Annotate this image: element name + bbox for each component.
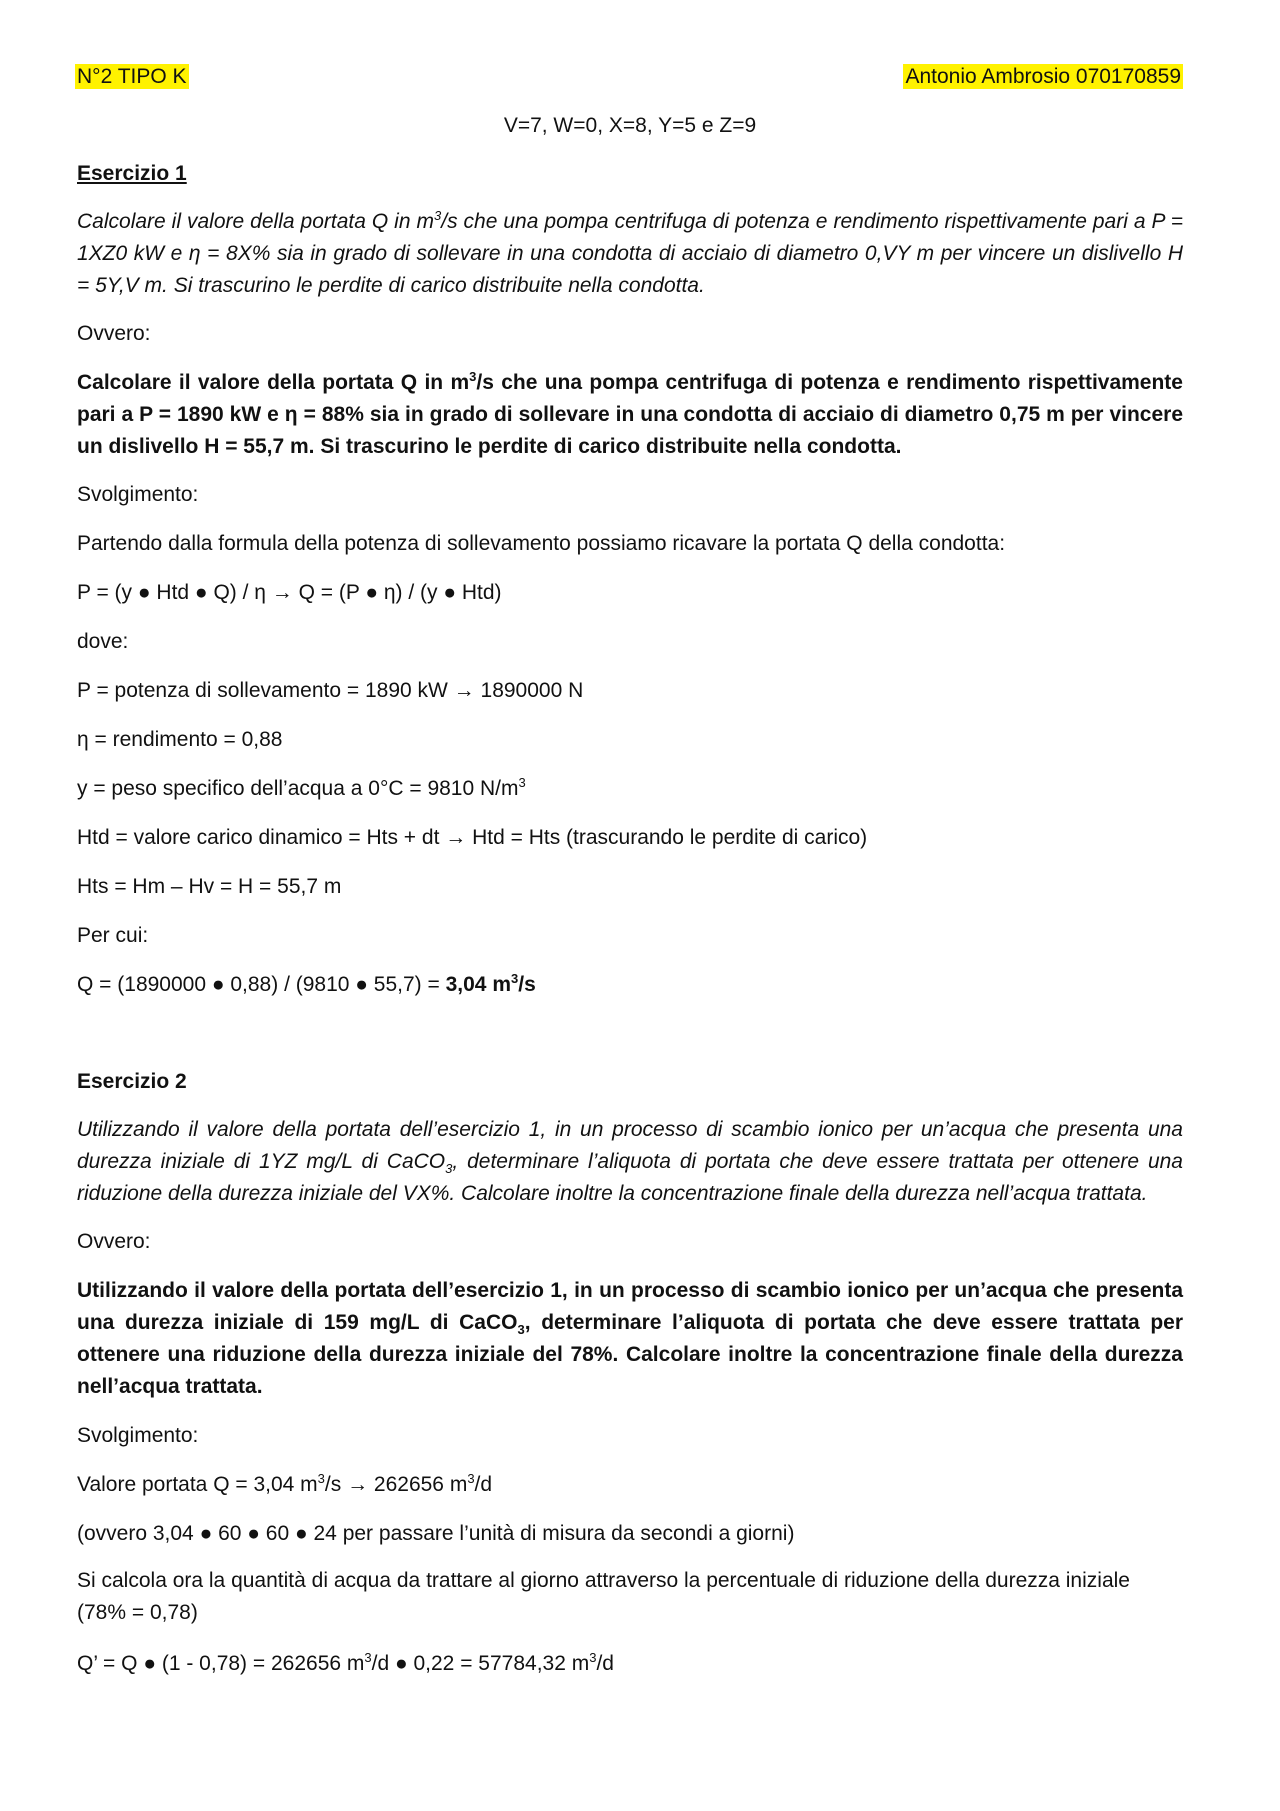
ex1-result-sup: 3 bbox=[511, 971, 519, 986]
ex2-portata-sup1: 3 bbox=[317, 1471, 325, 1486]
ex2-calc bbox=[77, 1650, 1183, 1678]
ex1-def-p: P = potenza di sollevamento = 1890 kW → 1890000 N bbox=[77, 679, 584, 702]
ex2-bold-part-b: , determinare l’aliquota di portata che deve essere trattata per ottenere una riduzione della durezza iniziale del 78%. Calcolare inoltre la concentrazione finale della durezza nell’acqua trattata. bbox=[77, 1311, 1183, 1398]
ex1-dove: dove: bbox=[77, 630, 129, 653]
ex2-prompt bbox=[77, 1114, 1183, 1210]
ex2-calc-intro: Si calcola ora la quantità di acqua da trattare al giorno attraverso la percentuale di riduzione della durezza iniziale (78% = 0,78) bbox=[77, 1569, 1130, 1624]
ex1-result-expr: Q = (1890000 ● 0,88) / (9810 ● 55,7) = bbox=[77, 973, 446, 996]
ex1-result-value-num: 3,04 m bbox=[445, 973, 511, 996]
ex1-result bbox=[77, 971, 1183, 999]
header-left bbox=[75, 64, 189, 90]
ex2-title: Esercizio 2 bbox=[77, 1070, 187, 1093]
ex1-result-unit: /s bbox=[518, 973, 536, 996]
ex2-portata-a: Valore portata Q = 3,04 m bbox=[77, 1473, 318, 1496]
ex1-prompt bbox=[77, 206, 1183, 302]
ex2-bold-sub: 3 bbox=[517, 1322, 525, 1338]
ex1-def-htd: Htd = valore carico dinamico = Hts + dt → Htd = Hts (trascurando le perdite di carico) bbox=[77, 826, 868, 849]
header-left-text: N°2 TIPO K bbox=[77, 65, 187, 88]
ex1-def-eta: η = rendimento = 0,88 bbox=[77, 728, 283, 751]
ex1-intro: Partendo dalla formula della potenza di sollevamento possiamo ricavare la portata Q della condotta: bbox=[77, 532, 1006, 555]
ex2-svolgimento: Svolgimento: bbox=[77, 1424, 199, 1447]
ex2-conv: (ovvero 3,04 ● 60 ● 60 ● 24 per passare l’unità di misura da secondi a giorni) bbox=[77, 1522, 795, 1545]
ex1-def-y-text: y = peso specifico dell’acqua a 0°C = 9810 N/m bbox=[77, 777, 519, 800]
ex2-ovvero: Ovvero: bbox=[77, 1230, 151, 1253]
ex2-calc-c: /d bbox=[596, 1652, 614, 1675]
ex1-bold-prompt bbox=[77, 367, 1183, 463]
ex2-calc-sup2: 3 bbox=[589, 1650, 597, 1665]
ex2-portata-b: /s → 262656 m bbox=[324, 1473, 468, 1496]
ex2-bold-prompt bbox=[77, 1275, 1183, 1403]
ex1-result-value bbox=[446, 973, 536, 996]
ex1-def-hts: Hts = Hm – Hv = H = 55,7 m bbox=[77, 875, 342, 898]
ex2-portata bbox=[77, 1471, 1183, 1499]
ex2-portata-c: /d bbox=[474, 1473, 493, 1496]
ex1-svolgimento: Svolgimento: bbox=[77, 483, 199, 506]
ex2-prompt-sub: 3 bbox=[445, 1161, 453, 1177]
ex2-portata-sup2: 3 bbox=[467, 1471, 475, 1486]
ex1-ovvero: Ovvero: bbox=[77, 322, 151, 345]
ex1-bold-sup: 3 bbox=[469, 369, 477, 384]
ex1-bold-part-a: Calcolare il valore della portata Q in m bbox=[77, 371, 470, 394]
params-line: V=7, W=0, X=8, Y=5 e Z=9 bbox=[503, 114, 757, 137]
ex1-def-y bbox=[77, 775, 1183, 803]
ex2-calc-a: Q’ = Q ● (1 - 0,78) = 262656 m bbox=[77, 1652, 365, 1675]
ex1-title: Esercizio 1 bbox=[77, 162, 187, 185]
ex2-prompt-part-a: Utilizzando il valore della portata dell’esercizio 1, in un processo di scambio ionico per un’acqua che presenta una durezza iniziale di 1YZ mg/L di CaCO bbox=[77, 1118, 1183, 1173]
ex2-calc-b: /d ● 0,22 = 57784,32 m bbox=[371, 1652, 590, 1675]
header-right bbox=[903, 64, 1183, 90]
ex1-formula: P = (y ● Htd ● Q) / η → Q = (P ● η) / (y ● Htd) bbox=[77, 581, 502, 604]
ex1-def-y-sup: 3 bbox=[518, 775, 526, 790]
ex2-calc-sup1: 3 bbox=[364, 1650, 372, 1665]
ex1-bold-part-b: /s che una pompa centrifuga di potenza e rendimento rispettivamente pari a P = 1890 kW e η = 88% sia in grado di sollevare in una condotta di acciaio di diametro 0,75 m per vincere un dislivello H = 55,7 m. Si trascurino le perdite di carico distribuite nella condotta. bbox=[77, 371, 1183, 458]
ex2-prompt-part-b: , determinare l’aliquota di portata che deve essere trattata per ottenere una riduzione della durezza iniziale del VX%. Calcolare inoltre la concentrazione finale della durezza nell’acqua trattata. bbox=[77, 1150, 1183, 1205]
header-right-text: Antonio Ambrosio 070170859 bbox=[905, 65, 1181, 88]
ex2-bold-part-a: Utilizzando il valore della portata dell’esercizio 1, in un processo di scambio ionico per un’acqua che presenta una durezza iniziale di 159 mg/L di CaCO bbox=[77, 1279, 1183, 1334]
ex1-percui: Per cui: bbox=[77, 924, 149, 947]
ex1-prompt-part-a: Calcolare il valore della portata Q in m bbox=[77, 210, 434, 233]
ex1-prompt-part-b: /s che una pompa centrifuga di potenza e rendimento rispettivamente pari a P = 1XZ0 kW e η = 8X% sia in grado di sollevare in una condotta di acciaio di diametro 0,VY m per vincere un dislivello H = 5Y,V m. Si trascurino le perdite di carico distribuite nella condotta. bbox=[77, 210, 1183, 297]
ex1-prompt-sup: 3 bbox=[434, 208, 442, 223]
